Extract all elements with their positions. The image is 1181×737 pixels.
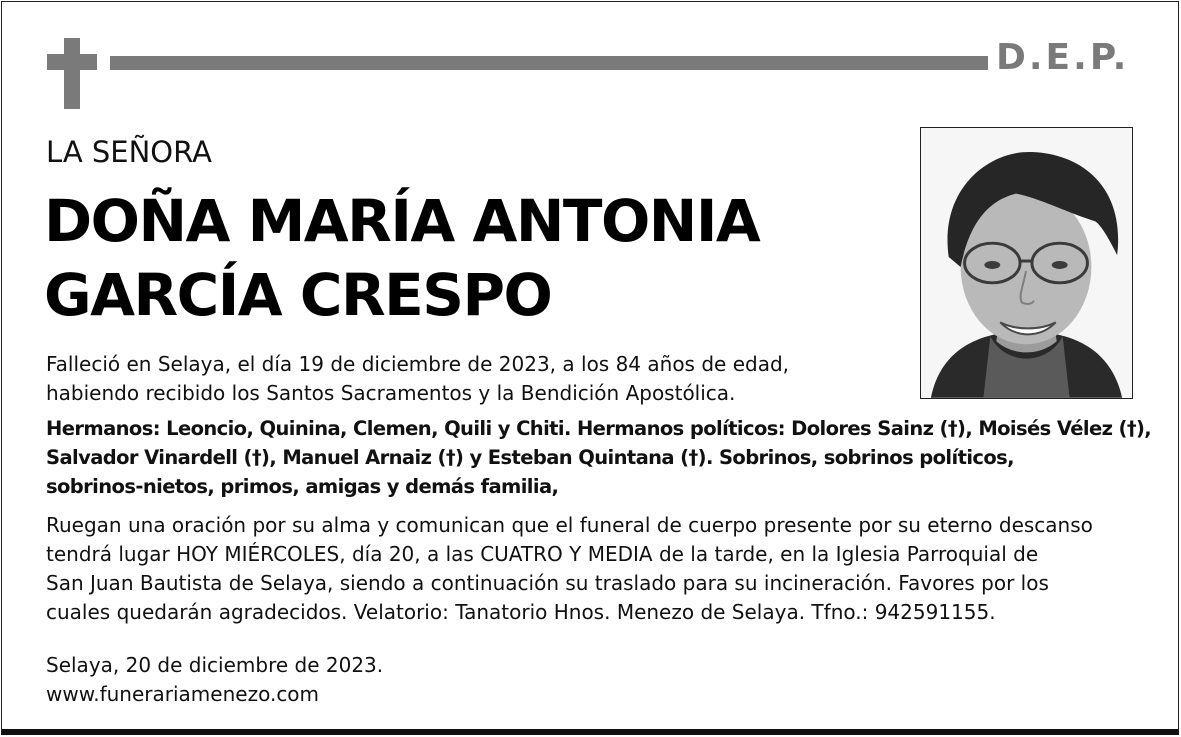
cross-icon-vertical bbox=[64, 38, 80, 109]
death-notice-line: habiendo recibido los Santos Sacramentos y la Bendición Apostólica. bbox=[46, 381, 736, 405]
cross-icon-horizontal bbox=[47, 54, 97, 70]
honorific: LA SEÑORA bbox=[46, 135, 212, 169]
header-rule bbox=[110, 56, 988, 70]
deceased-name-line-1: DOÑA MARÍA ANTONIA bbox=[44, 187, 760, 255]
portrait-photo bbox=[920, 127, 1133, 399]
closing-block bbox=[46, 651, 383, 709]
website-link[interactable]: www.funerariamenezo.com bbox=[46, 682, 320, 706]
death-notice-paragraph bbox=[46, 350, 789, 408]
funeral-line: San Juan Bautista de Selaya, siendo a continuación su traslado para su incineración. Favores por los bbox=[46, 571, 1049, 595]
family-paragraph bbox=[46, 414, 1151, 501]
family-line: Hermanos: Leoncio, Quinina, Clemen, Quili y Chiti. Hermanos políticos: Dolores Sainz (†), Moisés Vélez (†), bbox=[46, 417, 1152, 440]
funeral-paragraph bbox=[46, 511, 1093, 627]
death-notice-line: Falleció en Selaya, el día 19 de diciembre de 2023, a los 84 años de edad, bbox=[46, 352, 789, 376]
funeral-line: tendrá lugar HOY MIÉRCOLES, día 20, a las CUATRO Y MEDIA de la tarde, en la Iglesia Parroquial de bbox=[46, 542, 1039, 566]
family-line: sobrinos-nietos, primos, amigas y demás familia, bbox=[46, 475, 559, 498]
funeral-line: cuales quedarán agradecidos. Velatorio: Tanatorio Hnos. Menezo de Selaya. Tfno.: 942591155. bbox=[46, 600, 996, 624]
place-date: Selaya, 20 de diciembre de 2023. bbox=[46, 653, 384, 677]
family-line: Salvador Vinardell (†), Manuel Arnaiz (†) y Esteban Quintana (†). Sobrinos, sobrinos políticos, bbox=[46, 446, 1014, 469]
deceased-name-line-2: GARCÍA CRESPO bbox=[44, 261, 552, 329]
funeral-line: Ruegan una oración por su alma y comunican que el funeral de cuerpo presente por su eterno descanso bbox=[46, 513, 1093, 537]
dep-heading: D.E.P. bbox=[996, 37, 1130, 78]
